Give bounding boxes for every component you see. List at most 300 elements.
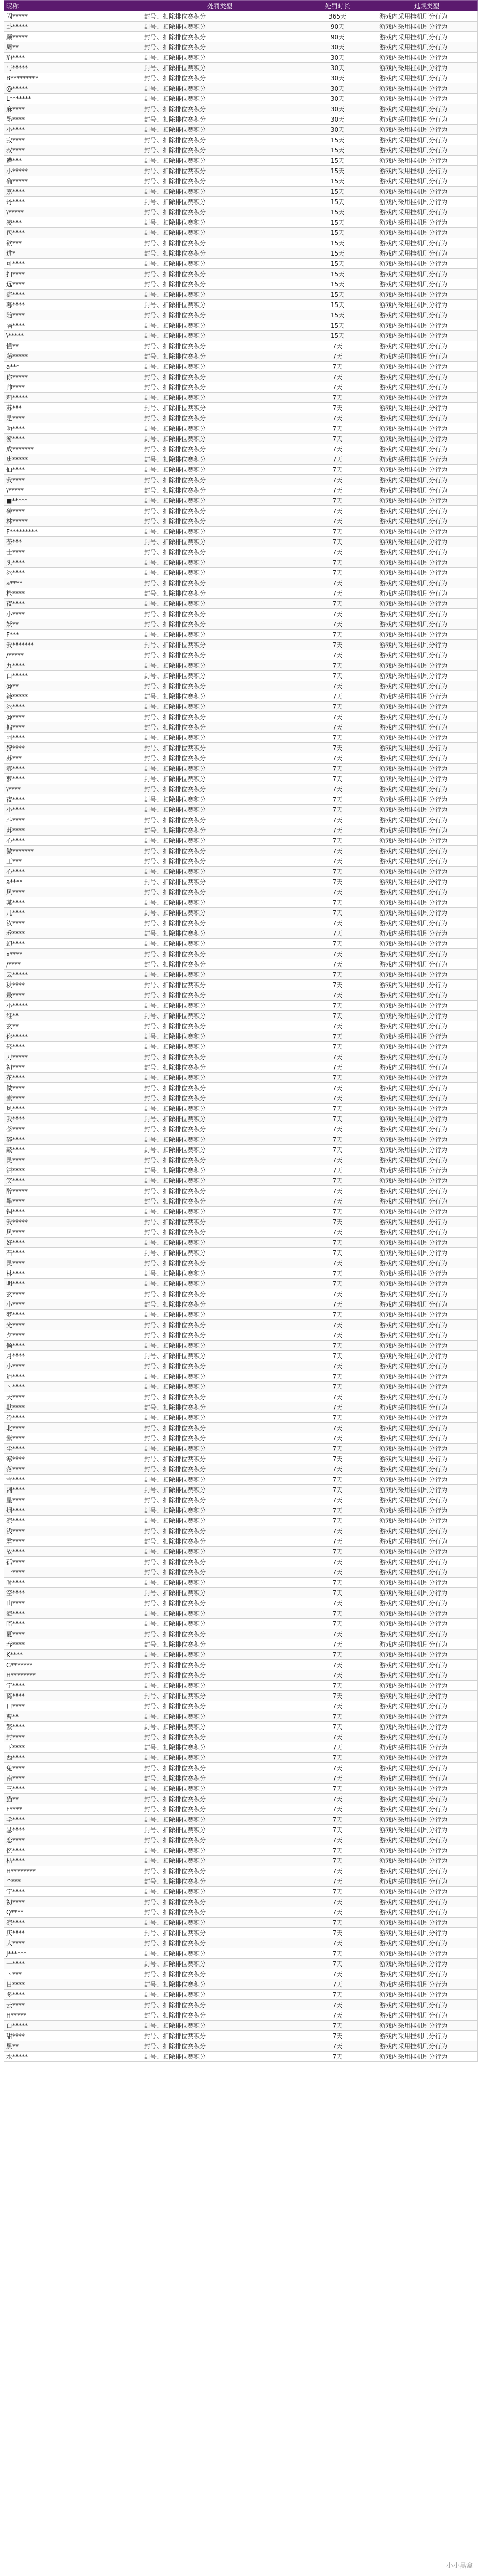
- cell-type: 封号、扣除排位赛积分: [141, 1176, 299, 1186]
- cell-type: 封号、扣除排位赛积分: [141, 743, 299, 753]
- cell-name: 冰****: [4, 568, 141, 578]
- cell-duration: 7天: [299, 1907, 376, 1918]
- cell-name: 头****: [4, 557, 141, 568]
- cell-name: 剑****: [4, 1485, 141, 1495]
- cell-reason: 游戏内采用挂机刷分行为: [376, 753, 478, 764]
- cell-name: 幻****: [4, 939, 141, 949]
- cell-reason: 游戏内采用挂机刷分行为: [376, 166, 478, 176]
- cell-name: 苏***: [4, 403, 141, 413]
- cell-reason: 游戏内采用挂机刷分行为: [376, 1629, 478, 1639]
- table-row: [4, 197, 478, 207]
- cell-type: 封号、扣除排位赛积分: [141, 156, 299, 166]
- table-row: [4, 362, 478, 372]
- cell-reason: 游戏内采用挂机刷分行为: [376, 1299, 478, 1310]
- table-row: [4, 733, 478, 743]
- table-row: [4, 1289, 478, 1299]
- cell-type: 封号、扣除排位赛积分: [141, 722, 299, 733]
- cell-duration: 7天: [299, 887, 376, 897]
- table-row: [4, 1371, 478, 1382]
- table-row: [4, 2031, 478, 2041]
- cell-duration: 15天: [299, 310, 376, 320]
- cell-duration: 7天: [299, 825, 376, 836]
- cell-name: 墨****: [4, 1196, 141, 1207]
- cell-type: 封号、扣除排位赛积分: [141, 1825, 299, 1835]
- cell-duration: 7天: [299, 1588, 376, 1598]
- table-row: [4, 1052, 478, 1062]
- cell-type: 封号、扣除排位赛积分: [141, 959, 299, 970]
- cell-duration: 7天: [299, 1763, 376, 1773]
- cell-reason: 游戏内采用挂机刷分行为: [376, 11, 478, 22]
- table-row: [4, 403, 478, 413]
- cell-type: 封号、扣除排位赛积分: [141, 527, 299, 537]
- cell-duration: 7天: [299, 1825, 376, 1835]
- cell-reason: 游戏内采用挂机刷分行为: [376, 2052, 478, 2062]
- cell-type: 封号、扣除排位赛积分: [141, 217, 299, 228]
- cell-duration: 7天: [299, 568, 376, 578]
- cell-reason: 游戏内采用挂机刷分行为: [376, 970, 478, 980]
- cell-duration: 7天: [299, 805, 376, 815]
- cell-reason: 游戏内采用挂机刷分行为: [376, 1176, 478, 1186]
- cell-name: 冰****: [4, 702, 141, 712]
- table-row: [4, 650, 478, 660]
- cell-duration: 7天: [299, 485, 376, 496]
- cell-reason: 游戏内采用挂机刷分行为: [376, 156, 478, 166]
- cell-reason: 游戏内采用挂机刷分行为: [376, 1578, 478, 1588]
- cell-reason: 游戏内采用挂机刷分行为: [376, 2000, 478, 2010]
- cell-type: 封号、扣除排位赛积分: [141, 475, 299, 485]
- cell-type: 封号、扣除排位赛积分: [141, 949, 299, 959]
- cell-duration: 30天: [299, 104, 376, 114]
- cell-type: 封号、扣除排位赛积分: [141, 1887, 299, 1897]
- cell-duration: 15天: [299, 238, 376, 248]
- cell-duration: 7天: [299, 1134, 376, 1145]
- table-row: [4, 1299, 478, 1310]
- cell-reason: 游戏内采用挂机刷分行为: [376, 1938, 478, 1948]
- cell-reason: 游戏内采用挂机刷分行为: [376, 640, 478, 650]
- cell-duration: 7天: [299, 867, 376, 877]
- cell-name: /****: [4, 959, 141, 970]
- cell-name: 墨****: [4, 114, 141, 125]
- cell-name: 日****: [4, 1979, 141, 1990]
- cell-reason: 游戏内采用挂机刷分行为: [376, 382, 478, 393]
- cell-reason: 游戏内采用挂机刷分行为: [376, 1547, 478, 1557]
- cell-type: 封号、扣除排位赛积分: [141, 310, 299, 320]
- cell-duration: 15天: [299, 269, 376, 279]
- table-row: [4, 1536, 478, 1547]
- cell-reason: 游戏内采用挂机刷分行为: [376, 712, 478, 722]
- cell-type: 封号、扣除排位赛积分: [141, 434, 299, 444]
- cell-reason: 游戏内采用挂机刷分行为: [376, 1835, 478, 1845]
- cell-reason: 游戏内采用挂机刷分行为: [376, 660, 478, 671]
- cell-duration: 7天: [299, 764, 376, 774]
- cell-duration: 7天: [299, 465, 376, 475]
- cell-reason: 游戏内采用挂机刷分行为: [376, 135, 478, 145]
- cell-reason: 游戏内采用挂机刷分行为: [376, 465, 478, 475]
- table-row: [4, 805, 478, 815]
- cell-type: 封号、扣除排位赛积分: [141, 1207, 299, 1217]
- table-row: [4, 1598, 478, 1608]
- cell-duration: 7天: [299, 1351, 376, 1361]
- cell-name: 封****: [4, 1732, 141, 1742]
- cell-reason: 游戏内采用挂机刷分行为: [376, 1011, 478, 1021]
- cell-name: 灵****: [4, 1155, 141, 1165]
- cell-name: 傲*******: [4, 846, 141, 856]
- cell-name: 凉****: [4, 1516, 141, 1526]
- table-row: [4, 1753, 478, 1763]
- cell-duration: 7天: [299, 1475, 376, 1485]
- cell-name: a****: [4, 578, 141, 588]
- cell-name: 包****: [4, 228, 141, 238]
- cell-reason: 游戏内采用挂机刷分行为: [376, 1124, 478, 1134]
- table-row: [4, 959, 478, 970]
- cell-duration: 7天: [299, 1897, 376, 1907]
- cell-name: 西****: [4, 1753, 141, 1763]
- cell-reason: 游戏内采用挂机刷分行为: [376, 1382, 478, 1392]
- cell-reason: 游戏内采用挂机刷分行为: [376, 599, 478, 609]
- cell-type: 封号、扣除排位赛积分: [141, 1320, 299, 1330]
- cell-duration: 7天: [299, 1207, 376, 1217]
- cell-duration: 7天: [299, 413, 376, 423]
- cell-duration: 7天: [299, 671, 376, 681]
- cell-name: 刀*****: [4, 1052, 141, 1062]
- cell-name: 成*******: [4, 444, 141, 454]
- cell-reason: 游戏内采用挂机刷分行为: [376, 1608, 478, 1619]
- cell-type: 封号、扣除排位赛积分: [141, 2052, 299, 2062]
- cell-name: 花****: [4, 1073, 141, 1083]
- cell-reason: 游戏内采用挂机刷分行为: [376, 1969, 478, 1979]
- cell-reason: 游戏内采用挂机刷分行为: [376, 1114, 478, 1124]
- cell-type: 封号、扣除排位赛积分: [141, 1547, 299, 1557]
- table-row: [4, 228, 478, 238]
- cell-type: 封号、扣除排位赛积分: [141, 1371, 299, 1382]
- cell-duration: 7天: [299, 928, 376, 939]
- cell-reason: 游戏内采用挂机刷分行为: [376, 372, 478, 382]
- cell-name: 石****: [4, 1248, 141, 1258]
- cell-reason: 游戏内采用挂机刷分行为: [376, 568, 478, 578]
- cell-name: B*********: [4, 73, 141, 83]
- cell-reason: 游戏内采用挂机刷分行为: [376, 1990, 478, 2000]
- cell-reason: 游戏内采用挂机刷分行为: [376, 269, 478, 279]
- table-row: [4, 1413, 478, 1423]
- cell-type: 封号、扣除排位赛积分: [141, 640, 299, 650]
- cell-duration: 7天: [299, 794, 376, 805]
- cell-reason: 游戏内采用挂机刷分行为: [376, 547, 478, 557]
- table-row: [4, 578, 478, 588]
- cell-duration: 7天: [299, 351, 376, 362]
- cell-name: 与*****: [4, 63, 141, 73]
- cell-duration: 30天: [299, 63, 376, 73]
- table-row: [4, 207, 478, 217]
- cell-name: F*********: [4, 527, 141, 537]
- cell-name: Q****: [4, 1907, 141, 1918]
- cell-type: 封号、扣除排位赛积分: [141, 1155, 299, 1165]
- cell-duration: 7天: [299, 1402, 376, 1413]
- cell-type: 封号、扣除排位赛积分: [141, 32, 299, 42]
- cell-type: 封号、扣除排位赛积分: [141, 362, 299, 372]
- table-row: [4, 454, 478, 465]
- table-row: [4, 980, 478, 990]
- cell-name: 我****: [4, 1114, 141, 1124]
- cell-name: 多****: [4, 1990, 141, 2000]
- cell-name: 麻****: [4, 104, 141, 114]
- cell-type: 封号、扣除排位赛积分: [141, 1145, 299, 1155]
- cell-duration: 7天: [299, 537, 376, 547]
- cell-name: 某****: [4, 897, 141, 908]
- cell-name: \*****: [4, 331, 141, 341]
- cell-name: 寒****: [4, 1454, 141, 1464]
- cell-duration: 7天: [299, 1990, 376, 2000]
- cell-name: 空****: [4, 1588, 141, 1598]
- cell-reason: 游戏内采用挂机刷分行为: [376, 805, 478, 815]
- cell-name: 轻****: [4, 1042, 141, 1052]
- cell-reason: 游戏内采用挂机刷分行为: [376, 22, 478, 32]
- cell-duration: 7天: [299, 1681, 376, 1691]
- cell-type: 封号、扣除排位赛积分: [141, 351, 299, 362]
- cell-reason: 游戏内采用挂机刷分行为: [376, 1021, 478, 1031]
- cell-reason: 游戏内采用挂机刷分行为: [376, 1794, 478, 1804]
- cell-type: 封号、扣除排位赛积分: [141, 1341, 299, 1351]
- cell-type: 封号、扣除排位赛积分: [141, 1042, 299, 1052]
- cell-reason: 游戏内采用挂机刷分行为: [376, 764, 478, 774]
- cell-duration: 15天: [299, 248, 376, 259]
- cell-duration: 7天: [299, 1186, 376, 1196]
- cell-name: 小****: [4, 125, 141, 135]
- table-row: [4, 887, 478, 897]
- cell-reason: 游戏内采用挂机刷分行为: [376, 784, 478, 794]
- cell-type: 封号、扣除排位赛积分: [141, 1227, 299, 1238]
- cell-name: 小*****: [4, 1001, 141, 1011]
- table-row: [4, 619, 478, 630]
- table-row: [4, 290, 478, 300]
- cell-reason: 游戏内采用挂机刷分行为: [376, 434, 478, 444]
- cell-reason: 游戏内采用挂机刷分行为: [376, 1165, 478, 1176]
- cell-reason: 游戏内采用挂机刷分行为: [376, 990, 478, 1001]
- cell-reason: 游戏内采用挂机刷分行为: [376, 516, 478, 527]
- table-row: [4, 1114, 478, 1124]
- cell-type: 封号、扣除排位赛积分: [141, 1907, 299, 1918]
- cell-type: 封号、扣除排位赛积分: [141, 1876, 299, 1887]
- cell-duration: 15天: [299, 145, 376, 156]
- cell-name: 尘****: [4, 1444, 141, 1454]
- table-row: [4, 1196, 478, 1207]
- cell-type: 封号、扣除排位赛积分: [141, 331, 299, 341]
- cell-reason: 游戏内采用挂机刷分行为: [376, 393, 478, 403]
- cell-type: 封号、扣除排位赛积分: [141, 856, 299, 867]
- cell-duration: 7天: [299, 1104, 376, 1114]
- table-row: [4, 393, 478, 403]
- cell-duration: 7天: [299, 1969, 376, 1979]
- cell-reason: 游戏内采用挂机刷分行为: [376, 928, 478, 939]
- cell-name: 大****: [4, 1938, 141, 1948]
- table-row: [4, 1701, 478, 1711]
- cell-type: 封号、扣除排位赛积分: [141, 1928, 299, 1938]
- cell-reason: 游戏内采用挂机刷分行为: [376, 228, 478, 238]
- cell-duration: 7天: [299, 588, 376, 599]
- cell-name: 小****: [4, 805, 141, 815]
- cell-duration: 7天: [299, 1856, 376, 1866]
- table-row: [4, 166, 478, 176]
- cell-type: 封号、扣除排位赛积分: [141, 506, 299, 516]
- cell-duration: 7天: [299, 372, 376, 382]
- cell-type: 封号、扣除排位赛积分: [141, 1433, 299, 1444]
- cell-type: 封号、扣除排位赛积分: [141, 1701, 299, 1711]
- cell-name: 心****: [4, 867, 141, 877]
- cell-type: 封号、扣除排位赛积分: [141, 1495, 299, 1505]
- cell-type: 封号、扣除排位赛积分: [141, 1083, 299, 1093]
- table-row: [4, 1392, 478, 1402]
- cell-name: 随****: [4, 310, 141, 320]
- cell-reason: 游戏内采用挂机刷分行为: [376, 908, 478, 918]
- cell-name: 九****: [4, 660, 141, 671]
- table-row: [4, 1433, 478, 1444]
- cell-duration: 7天: [299, 774, 376, 784]
- cell-duration: 7天: [299, 949, 376, 959]
- cell-type: 封号、扣除排位赛积分: [141, 22, 299, 32]
- cell-type: 封号、扣除排位赛积分: [141, 1650, 299, 1660]
- cell-duration: 7天: [299, 1516, 376, 1526]
- cell-duration: 90天: [299, 22, 376, 32]
- table-row: [4, 1258, 478, 1268]
- cell-reason: 游戏内采用挂机刷分行为: [376, 1536, 478, 1547]
- cell-name: @**: [4, 681, 141, 691]
- cell-duration: 7天: [299, 382, 376, 393]
- cell-duration: 7天: [299, 2031, 376, 2041]
- cell-reason: 游戏内采用挂机刷分行为: [376, 1207, 478, 1217]
- cell-reason: 游戏内采用挂机刷分行为: [376, 320, 478, 331]
- cell-name: 南****: [4, 1773, 141, 1784]
- table-row: [4, 897, 478, 908]
- cell-type: 封号、扣除排位赛积分: [141, 1444, 299, 1454]
- cell-type: 封号、扣除排位赛积分: [141, 702, 299, 712]
- cell-name: 初****: [4, 1897, 141, 1907]
- cell-type: 封号、扣除排位赛积分: [141, 393, 299, 403]
- cell-duration: 30天: [299, 83, 376, 94]
- cell-reason: 游戏内采用挂机刷分行为: [376, 1320, 478, 1330]
- cell-duration: 7天: [299, 1567, 376, 1578]
- cell-duration: 7天: [299, 1176, 376, 1186]
- table-row: [4, 1711, 478, 1722]
- cell-type: 封号、扣除排位赛积分: [141, 764, 299, 774]
- cell-type: 封号、扣除排位赛积分: [141, 1742, 299, 1753]
- cell-type: 封号、扣除排位赛积分: [141, 1619, 299, 1629]
- cell-duration: 15天: [299, 300, 376, 310]
- cell-type: 封号、扣除排位赛积分: [141, 537, 299, 547]
- cell-duration: 7天: [299, 918, 376, 928]
- cell-duration: 7天: [299, 423, 376, 434]
- cell-reason: 游戏内采用挂机刷分行为: [376, 980, 478, 990]
- cell-type: 封号、扣除排位赛积分: [141, 465, 299, 475]
- cell-name: 遭***: [4, 156, 141, 166]
- cell-name: 海****: [4, 1608, 141, 1619]
- cell-reason: 游戏内采用挂机刷分行为: [376, 1001, 478, 1011]
- table-row: [4, 320, 478, 331]
- table-row: [4, 928, 478, 939]
- cell-name: @*****: [4, 83, 141, 94]
- cell-duration: 365天: [299, 11, 376, 22]
- table-row: [4, 1526, 478, 1536]
- cell-duration: 7天: [299, 362, 376, 372]
- cell-name: 我****: [4, 475, 141, 485]
- cell-type: 封号、扣除排位赛积分: [141, 1990, 299, 2000]
- cell-name: 嘉****: [4, 187, 141, 197]
- cell-type: 封号、扣除排位赛积分: [141, 1784, 299, 1794]
- cell-name: 我*******: [4, 640, 141, 650]
- cell-type: 封号、扣除排位赛积分: [141, 1124, 299, 1134]
- cell-type: 封号、扣除排位赛积分: [141, 970, 299, 980]
- cell-type: 封号、扣除排位赛积分: [141, 63, 299, 73]
- cell-duration: 7天: [299, 1341, 376, 1351]
- table-row: [4, 1619, 478, 1629]
- cell-reason: 游戏内采用挂机刷分行为: [376, 187, 478, 197]
- cell-duration: 7天: [299, 557, 376, 568]
- cell-name: 甜****: [4, 2031, 141, 2041]
- cell-type: 封号、扣除排位赛积分: [141, 248, 299, 259]
- table-row: [4, 918, 478, 928]
- cell-name: a***: [4, 362, 141, 372]
- cell-name: 倾****: [4, 1341, 141, 1351]
- cell-duration: 15天: [299, 259, 376, 269]
- cell-name: 丶****: [4, 1382, 141, 1392]
- cell-name: 逍****: [4, 1371, 141, 1382]
- cell-duration: 7天: [299, 970, 376, 980]
- cell-type: 封号、扣除排位赛积分: [141, 238, 299, 248]
- cell-type: 封号、扣除排位赛积分: [141, 805, 299, 815]
- cell-duration: 7天: [299, 1464, 376, 1475]
- cell-type: 封号、扣除排位赛积分: [141, 1238, 299, 1248]
- table-row: [4, 372, 478, 382]
- table-row: [4, 1825, 478, 1835]
- cell-duration: 7天: [299, 660, 376, 671]
- cell-duration: 7天: [299, 1413, 376, 1423]
- table-row: [4, 1567, 478, 1578]
- cell-name: 狩****: [4, 743, 141, 753]
- cell-reason: 游戏内采用挂机刷分行为: [376, 1052, 478, 1062]
- cell-name: K****: [4, 1650, 141, 1660]
- cell-duration: 15天: [299, 166, 376, 176]
- cell-name: \****: [4, 784, 141, 794]
- cell-type: 封号、扣除排位赛积分: [141, 547, 299, 557]
- table-row: [4, 990, 478, 1001]
- cell-type: 封号、扣除排位赛积分: [141, 269, 299, 279]
- cell-name: H*****: [4, 2010, 141, 2021]
- cell-duration: 7天: [299, 1227, 376, 1238]
- cell-name: 星****: [4, 1495, 141, 1505]
- table-row: [4, 1763, 478, 1773]
- cell-name: 下****: [4, 1742, 141, 1753]
- cell-duration: 7天: [299, 1619, 376, 1629]
- cell-type: 封号、扣除排位赛积分: [141, 774, 299, 784]
- table-row: [4, 588, 478, 599]
- cell-name: 辣*****: [4, 691, 141, 702]
- cell-duration: 7天: [299, 1021, 376, 1031]
- table-row: [4, 341, 478, 351]
- cell-type: 封号、扣除排位赛积分: [141, 1557, 299, 1567]
- cell-duration: 7天: [299, 609, 376, 619]
- cell-type: 封号、扣除排位赛积分: [141, 1413, 299, 1423]
- cell-type: 封号、扣除排位赛积分: [141, 94, 299, 104]
- cell-reason: 游戏内采用挂机刷分行为: [376, 774, 478, 784]
- cell-reason: 游戏内采用挂机刷分行为: [376, 671, 478, 681]
- cell-duration: 30天: [299, 53, 376, 63]
- cell-name: 藤*****: [4, 351, 141, 362]
- cell-duration: 7天: [299, 1876, 376, 1887]
- cell-name: 猫**: [4, 1794, 141, 1804]
- cell-reason: 游戏内采用挂机刷分行为: [376, 104, 478, 114]
- table-row: [4, 1979, 478, 1990]
- cell-reason: 游戏内采用挂机刷分行为: [376, 1073, 478, 1083]
- table-row: [4, 1031, 478, 1042]
- cell-duration: 7天: [299, 1031, 376, 1042]
